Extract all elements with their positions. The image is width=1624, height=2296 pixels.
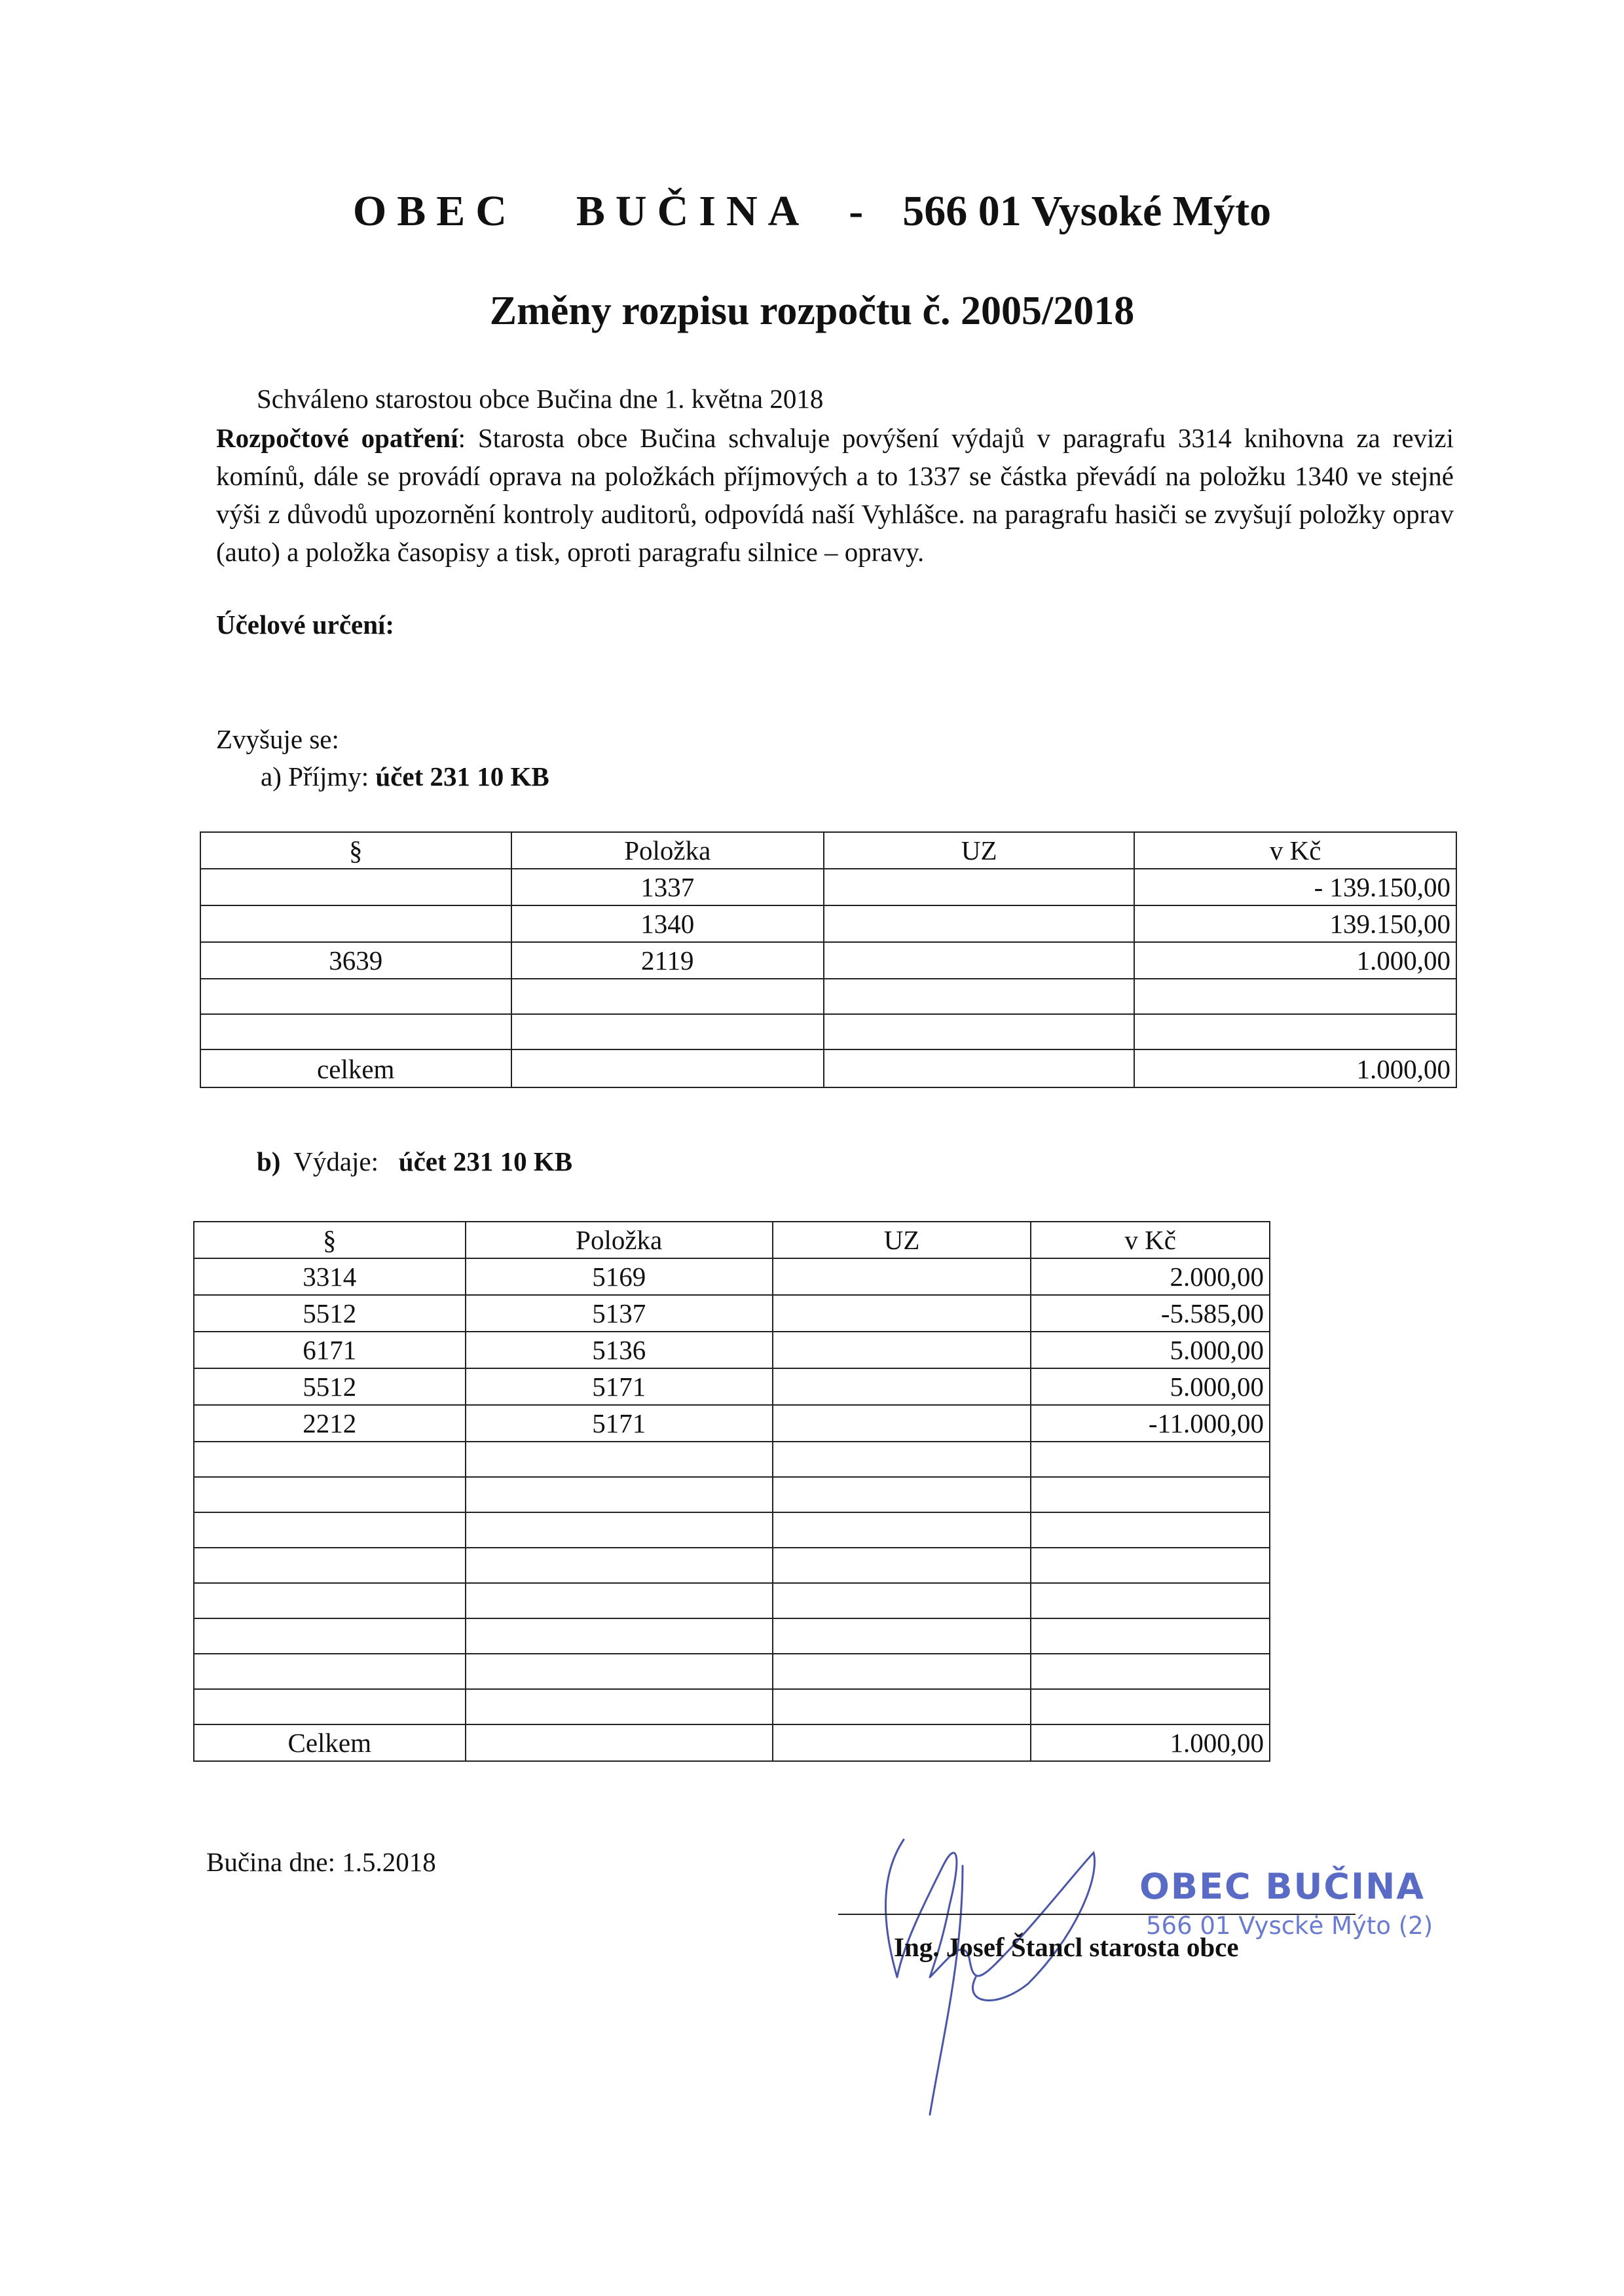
table-cell — [466, 1583, 773, 1618]
table-header-row — [194, 1222, 1270, 1258]
table-cell: 2212 — [194, 1405, 466, 1442]
table-cell — [824, 1014, 1134, 1049]
table-cell: 1337 — [511, 869, 824, 905]
table-cell: 5169 — [466, 1258, 773, 1295]
table-cell: celkem — [200, 1049, 511, 1087]
table-cell: UZ — [824, 832, 1134, 869]
table-cell: 1.000,00 — [1031, 1724, 1270, 1761]
table-cell — [773, 1295, 1031, 1332]
table-cell — [194, 1512, 466, 1548]
expense-table — [193, 1221, 1270, 1762]
table-cell — [773, 1405, 1031, 1442]
table-cell — [466, 1654, 773, 1689]
table-cell — [466, 1477, 773, 1512]
signature-line — [838, 1914, 1356, 1915]
table-row — [194, 1618, 1270, 1654]
stamp-address: 566 01 Vysckė Mýto (2) — [1146, 1912, 1433, 1940]
table-cell: 5512 — [194, 1368, 466, 1405]
table-cell: v Kč — [1031, 1222, 1270, 1258]
table-cell — [194, 1618, 466, 1654]
document-header — [0, 187, 1624, 236]
table-cell — [466, 1512, 773, 1548]
table-cell: 5.000,00 — [1031, 1368, 1270, 1405]
table-row — [200, 979, 1456, 1014]
table-cell: - 139.150,00 — [1134, 869, 1456, 905]
approval-line: Schváleno starostou obce Bučina dne 1. května 2018 — [257, 384, 824, 414]
table-cell — [1031, 1477, 1270, 1512]
table-cell — [824, 905, 1134, 942]
measure-label: Rozpočtové opatření — [216, 423, 458, 453]
table-cell — [511, 1049, 824, 1087]
table-cell — [773, 1548, 1031, 1583]
table-row — [194, 1368, 1270, 1405]
table-cell — [773, 1332, 1031, 1368]
table-cell — [773, 1442, 1031, 1477]
table-cell: 2119 — [511, 942, 824, 979]
table-cell: 5171 — [466, 1405, 773, 1442]
table-cell — [200, 979, 511, 1014]
table-cell — [194, 1442, 466, 1477]
table-cell — [773, 1724, 1031, 1761]
table-row — [194, 1332, 1270, 1368]
table-cell — [773, 1258, 1031, 1295]
table-cell: § — [194, 1222, 466, 1258]
table-row — [200, 942, 1456, 979]
table-cell — [773, 1618, 1031, 1654]
section-a-heading — [261, 761, 549, 792]
table-cell — [773, 1512, 1031, 1548]
section-a-prefix: a) Příjmy: — [261, 761, 369, 792]
table-cell — [466, 1548, 773, 1583]
table-cell — [824, 979, 1134, 1014]
table-cell: § — [200, 832, 511, 869]
table-total-row — [194, 1724, 1270, 1761]
table-row — [200, 1014, 1456, 1049]
table-cell — [824, 942, 1134, 979]
table-cell — [773, 1654, 1031, 1689]
table-total-row — [200, 1049, 1456, 1087]
table-row — [194, 1442, 1270, 1477]
table-cell: UZ — [773, 1222, 1031, 1258]
table-cell — [1031, 1689, 1270, 1724]
table-header-row — [200, 832, 1456, 869]
table-row — [194, 1258, 1270, 1295]
table-cell: Celkem — [194, 1724, 466, 1761]
table-cell: 1340 — [511, 905, 824, 942]
table-cell — [824, 869, 1134, 905]
table-cell — [1031, 1618, 1270, 1654]
measure-text: : Starosta obce Bučina schvaluje povýšení výdajů v paragrafu 3314 knihovna za revizi komínů, dále se provádí oprava na položkách příjmových a to 1337 se částka převádí na položku 1340 ve stejné výši z důvodů upozornění kontroly auditorů, odpovídá naší Vyhlášce. na paragrafu hasiči se zvyšují položky oprav (auto) a položka časopisy a tisk, oproti paragrafu silnice – opravy. — [216, 423, 1454, 567]
table-cell — [773, 1583, 1031, 1618]
table-cell: 5136 — [466, 1332, 773, 1368]
stamp-title: OBEC BUČINA — [1139, 1866, 1426, 1907]
table-cell — [194, 1583, 466, 1618]
table-row — [194, 1689, 1270, 1724]
header-bucina: BUČINA — [576, 187, 810, 235]
table-row — [194, 1295, 1270, 1332]
table-cell — [200, 1014, 511, 1049]
table-cell — [773, 1477, 1031, 1512]
table-cell — [200, 869, 511, 905]
table-cell: v Kč — [1134, 832, 1456, 869]
header-dash: - — [849, 187, 864, 235]
table-cell — [1134, 1014, 1456, 1049]
table-cell — [511, 1014, 824, 1049]
table-row — [194, 1583, 1270, 1618]
section-b-label: Výdaje: — [293, 1146, 379, 1176]
table-cell: 1.000,00 — [1134, 1049, 1456, 1087]
date-line: Bučina dne: 1.5.2018 — [206, 1847, 436, 1877]
table-cell: -11.000,00 — [1031, 1405, 1270, 1442]
table-cell — [1031, 1583, 1270, 1618]
table-cell — [194, 1548, 466, 1583]
table-cell — [1031, 1654, 1270, 1689]
table-row — [194, 1477, 1270, 1512]
table-cell: 5137 — [466, 1295, 773, 1332]
table-cell: 3639 — [200, 942, 511, 979]
table-cell — [194, 1477, 466, 1512]
table-row — [194, 1512, 1270, 1548]
table-cell — [1031, 1442, 1270, 1477]
table-cell — [194, 1654, 466, 1689]
table-row — [194, 1548, 1270, 1583]
section-b-account: účet 231 10 KB — [398, 1146, 573, 1176]
table-cell — [773, 1689, 1031, 1724]
table-cell — [466, 1442, 773, 1477]
table-cell — [1031, 1512, 1270, 1548]
table-cell: 1.000,00 — [1134, 942, 1456, 979]
table-row — [200, 869, 1456, 905]
table-row — [194, 1405, 1270, 1442]
table-cell — [466, 1618, 773, 1654]
table-cell: 5512 — [194, 1295, 466, 1332]
table-cell: Položka — [511, 832, 824, 869]
budget-measure-paragraph — [216, 419, 1454, 571]
table-cell — [200, 905, 511, 942]
table-cell — [824, 1049, 1134, 1087]
table-cell: -5.585,00 — [1031, 1295, 1270, 1332]
table-cell: 2.000,00 — [1031, 1258, 1270, 1295]
table-cell: 6171 — [194, 1332, 466, 1368]
table-row — [194, 1654, 1270, 1689]
table-cell — [466, 1724, 773, 1761]
table-cell: 139.150,00 — [1134, 905, 1456, 942]
section-b-prefix: b) — [257, 1146, 281, 1176]
table-cell — [1031, 1548, 1270, 1583]
section-b-heading — [257, 1146, 572, 1177]
table-cell — [1134, 979, 1456, 1014]
income-table — [200, 831, 1457, 1088]
table-row — [200, 905, 1456, 942]
table-cell — [194, 1689, 466, 1724]
table-cell — [466, 1689, 773, 1724]
table-cell: 5.000,00 — [1031, 1332, 1270, 1368]
signer-name: Ing. Josef Štancl starosta obce — [894, 1932, 1239, 1962]
increase-label: Zvyšuje se: — [216, 724, 339, 754]
section-a-account: účet 231 10 KB — [375, 761, 549, 792]
table-cell: Položka — [466, 1222, 773, 1258]
purpose-label: Účelové určení: — [216, 610, 395, 640]
document-title: Změny rozpisu rozpočtu č. 2005/2018 — [489, 289, 1135, 333]
table-cell: 5171 — [466, 1368, 773, 1405]
handwritten-signature — [864, 1827, 1113, 2121]
table-cell — [773, 1368, 1031, 1405]
table-cell — [511, 979, 824, 1014]
table-cell: 3314 — [194, 1258, 466, 1295]
header-address: 566 01 Vysoké Mýto — [902, 187, 1272, 235]
header-obec: OBEC — [352, 187, 517, 235]
